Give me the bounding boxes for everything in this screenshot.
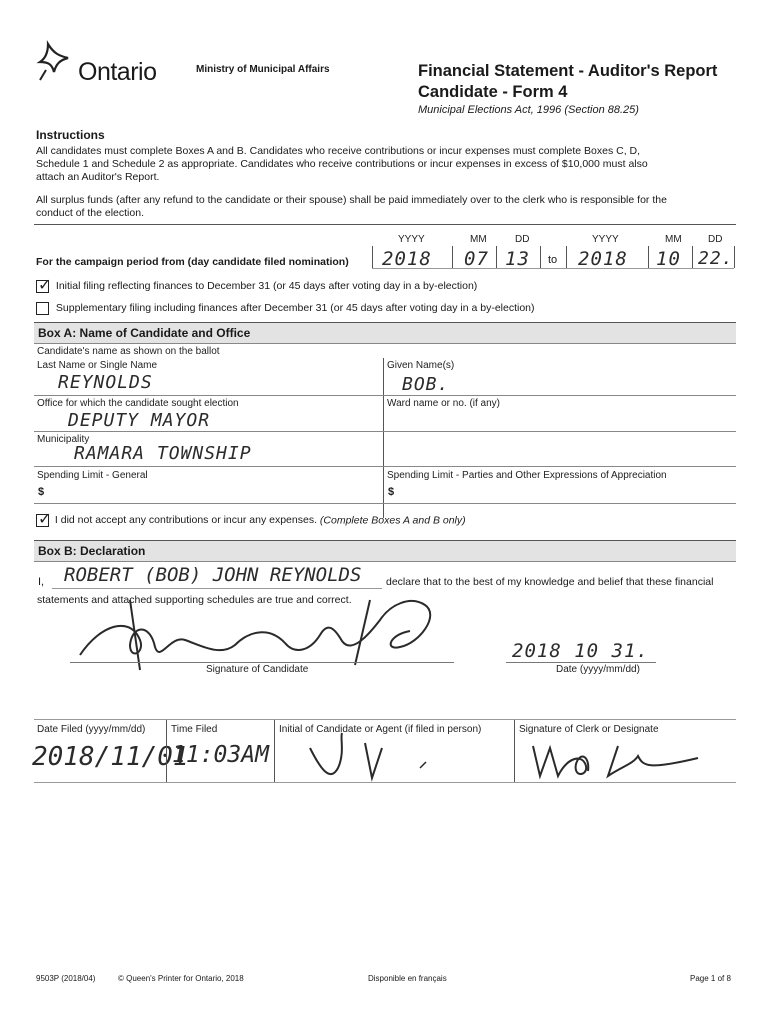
- initial-label: Initial of Candidate or Agent (if filed in person): [279, 724, 482, 735]
- date-filed-label: Date Filed (yyyy/mm/dd): [37, 724, 146, 735]
- spending-limit-parties-label: Spending Limit - Parties and Other Expressions of Appreciation: [387, 470, 667, 481]
- candidate-name-caption: Candidate's name as shown on the ballot: [37, 346, 220, 357]
- signature-label: Signature of Candidate: [206, 664, 309, 675]
- given-name-value[interactable]: BOB.: [402, 374, 450, 395]
- check-mark-icon: ✓: [38, 509, 52, 528]
- date-label: Date (yyyy/mm/dd): [556, 664, 640, 675]
- given-name-label: Given Name(s): [387, 360, 455, 371]
- last-name-label: Last Name or Single Name: [37, 360, 158, 371]
- instructions-heading: Instructions: [36, 128, 105, 142]
- from-month[interactable]: 07: [464, 248, 489, 270]
- yyyy-header: YYYY: [592, 234, 619, 245]
- declaration-date[interactable]: 2018 10 31.: [512, 640, 649, 662]
- initial-filing-label: Initial filing reflecting finances to December 31 (or 45 days after voting day in a by-election): [55, 280, 478, 293]
- declaration-text: statements and attached supporting schedules are true and correct.: [37, 594, 352, 606]
- declaration-prefix: I,: [38, 576, 45, 588]
- period-label: For the campaign period from (day candidate filed nomination): [36, 256, 349, 268]
- supplementary-filing-option[interactable]: [36, 302, 535, 315]
- check-mark-icon: ✓: [38, 275, 52, 294]
- instructions-line: All candidates must complete Boxes A and B. Candidates who receive contributions or incur expenses must complete Boxes C, D,: [36, 145, 641, 157]
- form-subtitle: Municipal Elections Act, 1996 (Section 88.25): [418, 104, 639, 116]
- form-title: Financial Statement - Auditor's Report: [418, 62, 718, 80]
- agent-initial-mark: [290, 728, 450, 788]
- clerk-signature-label: Signature of Clerk or Designate: [519, 724, 659, 735]
- no-contributions-label: I did not accept any contributions or incur any expenses.: [54, 514, 317, 527]
- supplementary-filing-label: Supplementary filing including finances after December 31 (or 45 days after voting day in a by-election): [55, 302, 535, 315]
- french-availability: Disponible en français: [368, 974, 447, 983]
- office-value[interactable]: DEPUTY MAYOR: [68, 410, 211, 431]
- instructions-line: Schedule 1 and Schedule 2 as appropriate. Candidates who receive contributions or incur expenses in excess of $10,000 must also: [36, 158, 648, 170]
- instructions-line: attach an Auditor's Report.: [36, 171, 160, 183]
- municipality-value[interactable]: RAMARA TOWNSHIP: [74, 443, 252, 464]
- yyyy-header: YYYY: [398, 234, 425, 245]
- instructions-text: [36, 145, 736, 220]
- brand-wordmark: Ontario: [78, 58, 157, 86]
- time-filed-label: Time Filed: [171, 724, 218, 735]
- office-label: Office for which the candidate sought election: [37, 398, 239, 409]
- to-day[interactable]: 22.: [698, 248, 734, 269]
- declarant-name[interactable]: ROBERT (BOB) JOHN REYNOLDS: [64, 564, 362, 586]
- from-day[interactable]: 13: [505, 248, 530, 270]
- spending-limit-general-value[interactable]: $: [38, 486, 45, 498]
- spending-limit-general-label: Spending Limit - General: [37, 470, 148, 481]
- municipality-label: Municipality: [37, 434, 90, 445]
- mm-header: MM: [470, 234, 487, 245]
- no-contributions-note: (Complete Boxes A and B only): [319, 514, 466, 527]
- from-year[interactable]: 2018: [382, 248, 432, 270]
- date-filed-value[interactable]: 2018/11/01: [32, 742, 189, 772]
- box-a-heading: Box A: Name of Candidate and Office: [34, 322, 736, 344]
- to-label: to: [548, 254, 558, 266]
- instructions-line: conduct of the election.: [36, 207, 144, 219]
- no-contributions-option[interactable]: [36, 509, 466, 528]
- time-filed-value[interactable]: 11:03AM: [172, 742, 269, 768]
- last-name-value[interactable]: REYNOLDS: [58, 372, 153, 393]
- declaration-text: declare that to the best of my knowledge and belief that these financial: [386, 576, 714, 588]
- box-b-heading: Box B: Declaration: [34, 540, 736, 562]
- instructions-line: All surplus funds (after any refund to the candidate or their spouse) shall be paid immediately over to the clerk who is responsible for the: [36, 194, 667, 206]
- ontario-logo: [34, 40, 184, 90]
- form-code: 9503P (2018/04): [36, 974, 96, 983]
- ward-label: Ward name or no. (if any): [387, 398, 501, 409]
- supplementary-filing-checkbox[interactable]: [36, 302, 49, 315]
- initial-filing-option[interactable]: [36, 275, 478, 294]
- page-number: Page 1 of 8: [690, 974, 731, 983]
- to-year[interactable]: 2018: [578, 248, 628, 270]
- to-month[interactable]: 10: [656, 248, 681, 270]
- form-title-line2: Candidate - Form 4: [418, 83, 568, 101]
- printer-notice: © Queen's Printer for Ontario, 2018: [118, 974, 244, 983]
- trillium-icon: [34, 40, 74, 84]
- spending-limit-parties-value[interactable]: $: [388, 486, 395, 498]
- initial-filing-checkbox[interactable]: [36, 275, 52, 294]
- clerk-signature: [528, 736, 708, 786]
- no-contributions-checkbox[interactable]: [36, 509, 52, 528]
- dd-header: DD: [708, 234, 723, 245]
- dd-header: DD: [515, 234, 530, 245]
- mm-header: MM: [665, 234, 682, 245]
- ministry-name: Ministry of Municipal Affairs: [196, 64, 330, 75]
